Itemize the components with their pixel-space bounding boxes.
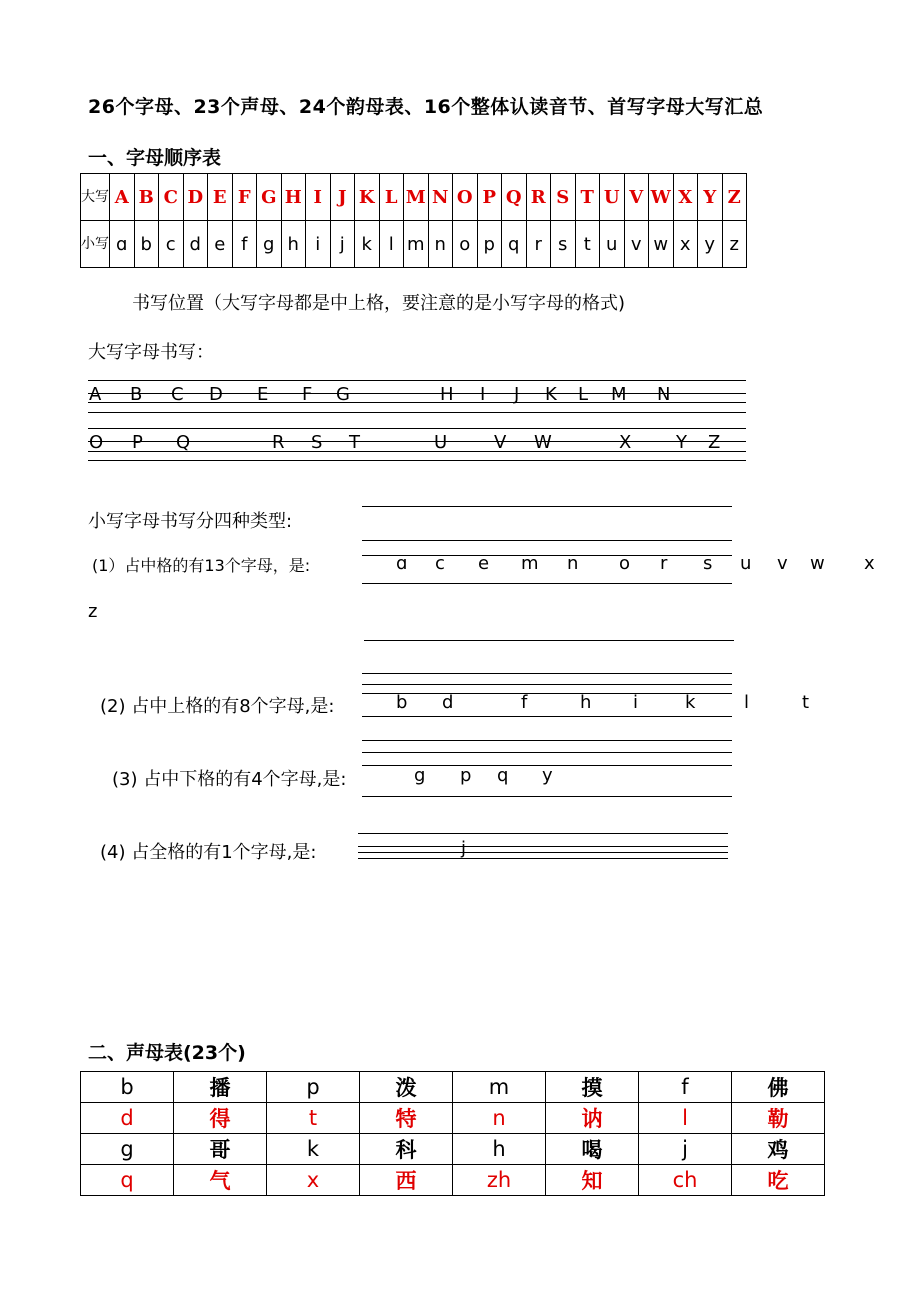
initials-cell: 讷 bbox=[546, 1103, 639, 1134]
initials-cell: ch bbox=[639, 1165, 732, 1196]
type1-letter: c bbox=[435, 553, 445, 574]
upper-writing-letter: I bbox=[480, 384, 486, 405]
initials-cell: x bbox=[267, 1165, 360, 1196]
type2-label: (2) 占中上格的有8个字母,是: bbox=[100, 696, 335, 717]
initials-row bbox=[81, 1103, 825, 1134]
type2-letter: t bbox=[802, 692, 810, 713]
upper-letter-q: Q bbox=[502, 174, 527, 221]
upper-letter-t: T bbox=[575, 174, 600, 221]
lower-letter-cell: q bbox=[502, 221, 527, 268]
upper-letter-w: W bbox=[649, 174, 674, 221]
lower-letter-cell: y bbox=[698, 221, 723, 268]
initials-cell: f bbox=[639, 1072, 732, 1103]
upper-letter-e: E bbox=[208, 174, 233, 221]
upper-letter-c: C bbox=[159, 174, 184, 221]
initials-cell: m bbox=[453, 1072, 546, 1103]
rule-line bbox=[362, 540, 732, 541]
initials-cell: j bbox=[639, 1134, 732, 1165]
upper-letter-f: F bbox=[232, 174, 257, 221]
initials-cell: q bbox=[81, 1165, 174, 1196]
initials-cell: p bbox=[267, 1072, 360, 1103]
lower-letter-cell: l bbox=[379, 221, 404, 268]
upper-letter-n: N bbox=[428, 174, 453, 221]
initials-cell: 得 bbox=[174, 1103, 267, 1134]
initials-cell: 播 bbox=[174, 1072, 267, 1103]
initials-cell: 西 bbox=[360, 1165, 453, 1196]
lower-letter-cell: d bbox=[183, 221, 208, 268]
type1-letter: m bbox=[521, 553, 539, 574]
upper-writing-letter: P bbox=[132, 432, 143, 453]
type1-letter: ɑ bbox=[396, 553, 408, 574]
upper-letter-m: M bbox=[404, 174, 429, 221]
rule-line bbox=[362, 796, 732, 797]
initials-cell: zh bbox=[453, 1165, 546, 1196]
lower-letter-cell: b bbox=[134, 221, 159, 268]
rule-line bbox=[362, 752, 732, 753]
initials-cell: 佛 bbox=[732, 1072, 825, 1103]
upper-writing-letter: L bbox=[578, 384, 589, 405]
position-note: 书写位置（大写字母都是中上格，要注意的是小写字母的格式) bbox=[132, 293, 626, 314]
rule-line bbox=[358, 833, 728, 834]
lower-letter-cell: g bbox=[257, 221, 282, 268]
rule-line bbox=[362, 583, 732, 584]
type2-letter: d bbox=[442, 692, 454, 713]
type3-letter: y bbox=[542, 765, 553, 786]
upper-writing-letter: S bbox=[311, 432, 323, 453]
upper-letter-z: Z bbox=[722, 174, 747, 221]
rule-line bbox=[362, 673, 732, 674]
upper-writing-letter: E bbox=[257, 384, 269, 405]
upper-writing-letter: U bbox=[434, 432, 448, 453]
lower-letter-cell: n bbox=[428, 221, 453, 268]
type1-letter: z bbox=[88, 601, 98, 622]
type3-letter: p bbox=[460, 765, 472, 786]
lower-letter-cell: j bbox=[330, 221, 355, 268]
upper-row bbox=[81, 174, 747, 221]
upper-letter-o: O bbox=[453, 174, 478, 221]
upper-letter-p: P bbox=[477, 174, 502, 221]
lower-letter-cell: m bbox=[404, 221, 429, 268]
upper-letter-b: B bbox=[134, 174, 159, 221]
upper-writing-letter: K bbox=[545, 384, 557, 405]
lower-letter-cell: i bbox=[306, 221, 331, 268]
upper-writing-letter: D bbox=[209, 384, 223, 405]
type2-letter: i bbox=[633, 692, 639, 713]
upper-letter-h: H bbox=[281, 174, 306, 221]
upper-writing-label: 大写字母书写： bbox=[88, 342, 214, 363]
type2-letter: b bbox=[396, 692, 408, 713]
initials-cell: h bbox=[453, 1134, 546, 1165]
upper-writing-letter: O bbox=[89, 432, 104, 453]
upper-writing-letter: N bbox=[657, 384, 671, 405]
upper-writing-letter: G bbox=[336, 384, 350, 405]
initials-cell: 泼 bbox=[360, 1072, 453, 1103]
initials-cell: 特 bbox=[360, 1103, 453, 1134]
type1-letter: s bbox=[703, 553, 713, 574]
upper-letter-a: A bbox=[110, 174, 135, 221]
upper-writing-letter: M bbox=[611, 384, 627, 405]
lower-letter-cell: r bbox=[526, 221, 551, 268]
upper-writing-letter: F bbox=[302, 384, 313, 405]
upper-writing-letter: J bbox=[514, 384, 520, 405]
lower-letter-cell: v bbox=[624, 221, 649, 268]
upper-letter-j: J bbox=[330, 174, 355, 221]
upper-letter-u: U bbox=[600, 174, 625, 221]
initials-cell: 勒 bbox=[732, 1103, 825, 1134]
section-heading-alphabet: 一、字母顺序表 bbox=[88, 147, 222, 169]
lower-letter-cell: f bbox=[232, 221, 257, 268]
lower-letter-cell: w bbox=[649, 221, 674, 268]
rule-line bbox=[88, 412, 746, 413]
type2-letters bbox=[0, 692, 920, 714]
type3-letters bbox=[0, 765, 920, 787]
upper-writing-letter: Y bbox=[676, 432, 687, 453]
rule-line bbox=[364, 640, 734, 641]
upper-letter-x: X bbox=[673, 174, 698, 221]
rule-line bbox=[88, 428, 746, 429]
type1-letters bbox=[0, 553, 920, 622]
upper-label: 大写 bbox=[81, 174, 110, 221]
type1-letter: o bbox=[619, 553, 631, 574]
lower-letter-cell: k bbox=[355, 221, 380, 268]
lower-letter-cell: e bbox=[208, 221, 233, 268]
upper-writing-row-2 bbox=[0, 432, 920, 454]
type1-letter: v bbox=[777, 553, 788, 574]
initials-cell: l bbox=[639, 1103, 732, 1134]
lower-row bbox=[81, 221, 747, 268]
type2-letter: f bbox=[521, 692, 528, 713]
initials-table bbox=[80, 1071, 825, 1196]
type3-label: (3) 占中下格的有4个字母,是: bbox=[112, 769, 347, 790]
type1-letter: u bbox=[740, 553, 752, 574]
lower-letter-cell: t bbox=[575, 221, 600, 268]
initials-cell: t bbox=[267, 1103, 360, 1134]
upper-writing-letter: V bbox=[494, 432, 507, 453]
upper-letter-l: L bbox=[379, 174, 404, 221]
lower-letter-cell: x bbox=[673, 221, 698, 268]
initials-cell: 气 bbox=[174, 1165, 267, 1196]
type4-letters bbox=[0, 838, 920, 860]
lower-letter-cell: h bbox=[281, 221, 306, 268]
upper-letter-v: V bbox=[624, 174, 649, 221]
initials-cell: 摸 bbox=[546, 1072, 639, 1103]
upper-letter-y: Y bbox=[698, 174, 723, 221]
upper-letter-d: D bbox=[183, 174, 208, 221]
initials-cell: 鸡 bbox=[732, 1134, 825, 1165]
type1-letter: n bbox=[567, 553, 579, 574]
type1-label: (1）占中格的有13个字母，是: bbox=[92, 556, 311, 575]
rule-line bbox=[362, 716, 732, 717]
type4-letter: j bbox=[461, 838, 467, 859]
upper-writing-letter: T bbox=[349, 432, 360, 453]
type2-letter: k bbox=[685, 692, 696, 713]
upper-writing-letter: Q bbox=[176, 432, 191, 453]
initials-row bbox=[81, 1072, 825, 1103]
type2-letter: h bbox=[580, 692, 592, 713]
section-heading-initials: 二、声母表(23个) bbox=[88, 1042, 246, 1064]
rule-line bbox=[88, 460, 746, 461]
upper-letter-i: I bbox=[306, 174, 331, 221]
type3-letter: g bbox=[414, 765, 426, 786]
lower-types-label: 小写字母书写分四种类型: bbox=[88, 511, 293, 532]
alphabet-table bbox=[80, 173, 747, 268]
upper-writing-letter: A bbox=[89, 384, 102, 405]
initials-cell: g bbox=[81, 1134, 174, 1165]
lower-label: 小写 bbox=[81, 221, 110, 268]
upper-letter-g: G bbox=[257, 174, 282, 221]
initials-cell: n bbox=[453, 1103, 546, 1134]
initials-cell: d bbox=[81, 1103, 174, 1134]
initials-cell: 知 bbox=[546, 1165, 639, 1196]
lower-letter-cell: p bbox=[477, 221, 502, 268]
initials-row bbox=[81, 1134, 825, 1165]
initials-cell: 科 bbox=[360, 1134, 453, 1165]
upper-letter-s: S bbox=[551, 174, 576, 221]
document-title: 26个字母、23个声母、24个韵母表、16个整体认读音节、首写字母大写汇总 bbox=[88, 96, 764, 118]
upper-writing-letter: W bbox=[534, 432, 552, 453]
upper-letter-r: R bbox=[526, 174, 551, 221]
lower-letter-cell: c bbox=[159, 221, 184, 268]
type1-letter: w bbox=[810, 553, 825, 574]
upper-writing-row-1 bbox=[0, 384, 920, 406]
upper-letter-k: K bbox=[355, 174, 380, 221]
lower-letter-cell: u bbox=[600, 221, 625, 268]
type1-letter: r bbox=[660, 553, 668, 574]
type4-label: (4) 占全格的有1个字母,是: bbox=[100, 842, 317, 863]
rule-line bbox=[88, 380, 746, 381]
initials-cell: k bbox=[267, 1134, 360, 1165]
rule-line bbox=[362, 684, 732, 685]
upper-writing-letter: B bbox=[130, 384, 143, 405]
upper-writing-letter: H bbox=[440, 384, 454, 405]
rule-line bbox=[362, 506, 732, 507]
initials-cell: b bbox=[81, 1072, 174, 1103]
lower-letter-cell: s bbox=[551, 221, 576, 268]
initials-row bbox=[81, 1165, 825, 1196]
lower-letter-cell: ɑ bbox=[110, 221, 135, 268]
upper-writing-letter: Z bbox=[708, 432, 721, 453]
lower-letter-cell: o bbox=[453, 221, 478, 268]
upper-writing-letter: X bbox=[619, 432, 632, 453]
initials-cell: 喝 bbox=[546, 1134, 639, 1165]
type3-letter: q bbox=[497, 765, 509, 786]
initials-cell: 哥 bbox=[174, 1134, 267, 1165]
upper-writing-letter: C bbox=[171, 384, 184, 405]
type1-letter: x bbox=[864, 553, 875, 574]
type2-letter: l bbox=[744, 692, 750, 713]
lower-letter-cell: z bbox=[722, 221, 747, 268]
initials-cell: 吃 bbox=[732, 1165, 825, 1196]
type1-letter: e bbox=[478, 553, 490, 574]
upper-writing-letter: R bbox=[272, 432, 285, 453]
rule-line bbox=[362, 740, 732, 741]
